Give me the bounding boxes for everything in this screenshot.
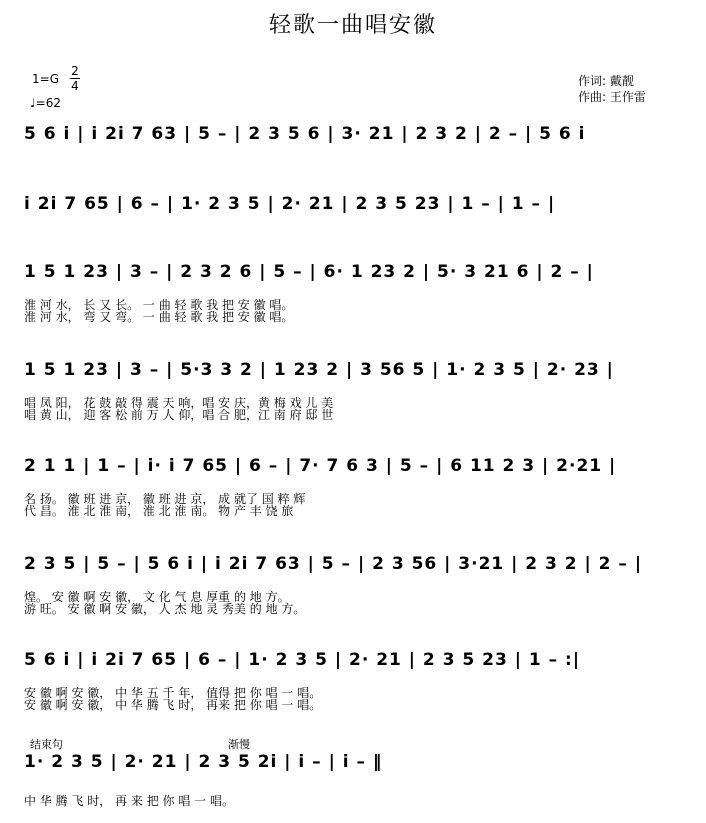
notation-line: 2 3 5 | 5 – | 5 6 i | i 2i 7 63 | 5 – | 2 3 56 | 3·21 | 2 3 2 | 2 – | — [24, 554, 643, 574]
lyrics-verse-1: 煌。 安 徽 啊 安 徽， 文 化 气 息 厚重 的 地 方。 — [24, 590, 290, 604]
ritardando-label: 渐慢 — [228, 738, 250, 751]
notation-line: i 2i 7 65 | 6 – | 1· 2 3 5 | 2· 21 | 2 3 5 23 | 1 – | 1 – | — [24, 194, 556, 214]
lyrics-verse-2: 代 昌。 淮 北 淮 南， 淮 北 淮 南。 物 产 丰 饶 旅 — [24, 504, 294, 518]
meter-top: 2 — [71, 64, 79, 78]
song-title: 轻歌一曲唱安徽 — [268, 13, 437, 38]
lyrics-verse-1: 中 华 腾 飞 时， 再 来 把 你 唱 一 唱。 — [24, 794, 234, 808]
key-signature: 1=G — [32, 72, 59, 86]
coda-label: 结束句 — [30, 738, 63, 751]
lyrics-verse-1: 名 扬。 徽 班 进 京， 徽 班 进 京， 成 就了 国 粹 辉 — [24, 492, 306, 506]
lyrics-verse-1: 唱 凤 阳， 花 鼓 敲 得 震 天 响，唱 安 庆，黄 梅 戏 儿 美 — [24, 396, 334, 410]
composer-credit: 作曲: 王作雷 — [578, 90, 646, 104]
notation-line: 1 5 1 23 | 3 – | 5·3 3 2 | 1 23 2 | 3 56 5 | 1· 2 3 5 | 2· 23 | — [24, 360, 614, 380]
notation-line: 2 1 1 | 1 – | i· i 7 65 | 6 – | 7· 7 6 3 | 5 – | 6 11 2 3 | 2·21 | — [24, 456, 617, 476]
notation-line: 5 6 i | i 2i 7 63 | 5 – | 2 3 5 6 | 3· 21 | 2 3 2 | 2 – | 5 6 i — [24, 124, 586, 144]
lyrics-verse-2: 游 旺。 安 徽 啊 安 徽， 人 杰 地 灵 秀美 的 地 方。 — [24, 602, 306, 616]
time-signature — [70, 64, 80, 93]
meter-bottom: 4 — [71, 79, 79, 93]
tempo-marking: ♩=62 — [30, 96, 61, 110]
notation-line: 1 5 1 23 | 3 – | 2 3 2 6 | 5 – | 6· 1 23 2 | 5· 3 21 6 | 2 – | — [24, 262, 594, 282]
notation-line: 1· 2 3 5 | 2· 21 | 2 3 5 2i | i – | i – ‖ — [24, 752, 383, 772]
lyrics-verse-2: 唱 黄 山， 迎 客 松 前 万 人 仰，唱 合 肥，江 南 府 邸 世 — [24, 408, 334, 422]
lyrics-verse-2: 淮 河 水， 弯 又 弯。 一 曲 轻 歌 我 把 安 徽 唱。 — [24, 310, 294, 324]
lyrics-verse-2: 安 徽 啊 安 徽， 中 华 腾 飞 时， 再来 把 你 唱 一 唱。 — [24, 698, 322, 712]
lyricist-credit: 作词: 戴靓 — [578, 74, 634, 88]
notation-line: 5 6 i | i 2i 7 65 | 6 – | 1· 2 3 5 | 2· 21 | 2 3 5 23 | 1 – :| — [24, 650, 581, 670]
lyrics-verse-1: 淮 河 水， 长 又 长。 一 曲 轻 歌 我 把 安 徽 唱。 — [24, 298, 294, 312]
lyrics-verse-1: 安 徽 啊 安 徽， 中 华 五 千 年， 值得 把 你 唱 一 唱。 — [24, 686, 322, 700]
